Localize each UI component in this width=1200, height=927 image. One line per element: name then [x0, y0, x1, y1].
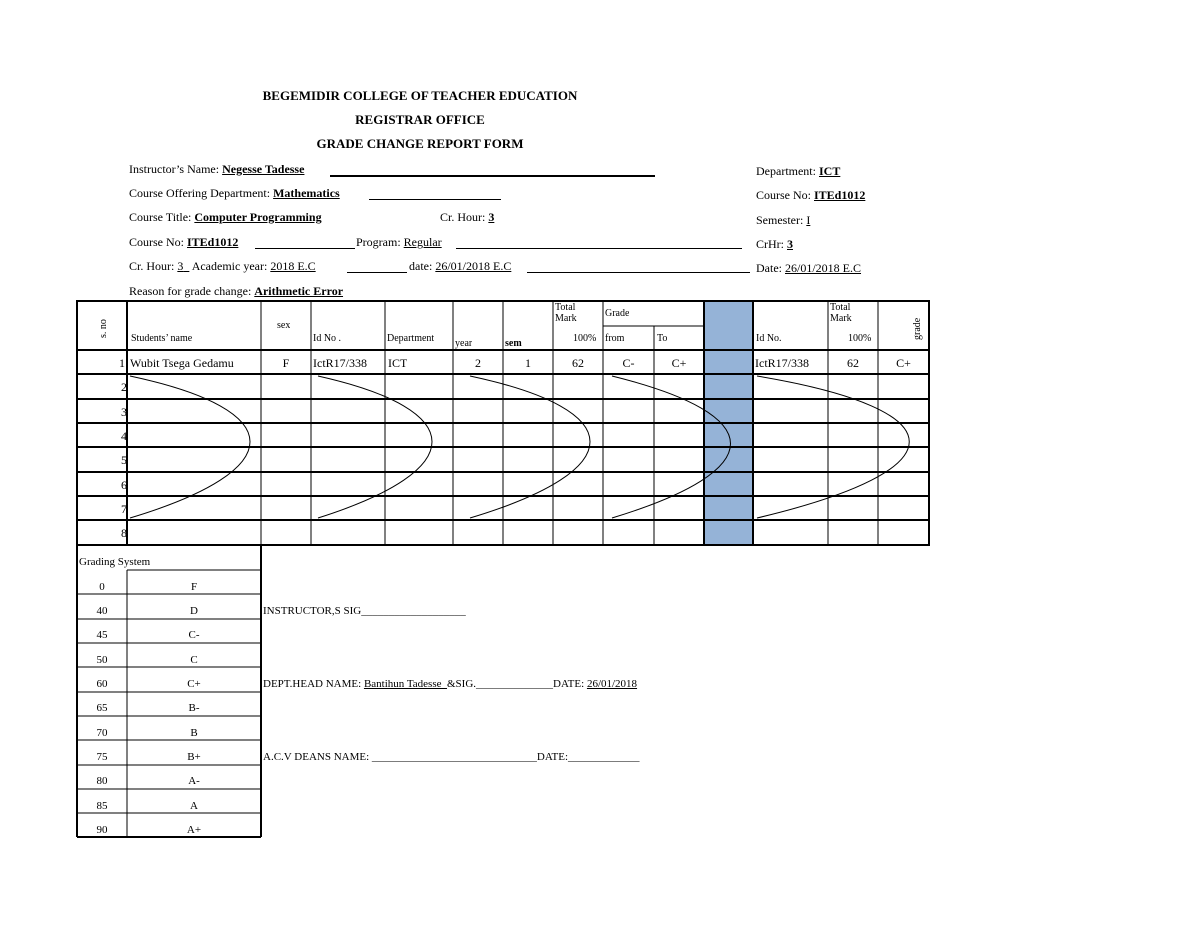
form-title: GRADE CHANGE REPORT FORM	[316, 136, 524, 151]
gs-grade: D	[190, 605, 198, 617]
gs-score: 70	[96, 727, 108, 739]
header-r-pct: 100%	[848, 333, 872, 344]
header-name: Students’ name	[131, 333, 193, 344]
dept-head-sig: &SIG.______________DATE:	[446, 678, 585, 690]
gs-score: 80	[96, 775, 108, 787]
date-label: date:	[409, 259, 433, 273]
gs-score: 65	[96, 702, 108, 714]
header-sem: sem	[505, 338, 522, 349]
cr-hour2-label: Cr. Hour:	[129, 259, 175, 273]
right-semester-value: I	[806, 213, 811, 227]
header-pct: 100%	[573, 333, 597, 344]
offering-dept-value: Mathematics	[273, 186, 340, 200]
row1-r-grade: C+	[896, 356, 911, 370]
gs-score: 50	[96, 654, 108, 666]
right-date-label: Date:	[756, 261, 782, 275]
instructor-signature-line: INSTRUCTOR,S SIG___________________	[263, 605, 466, 617]
right-course-no-label: Course No:	[756, 188, 811, 202]
gs-grade: B-	[188, 702, 200, 714]
row1-from: C-	[622, 356, 635, 370]
program-value: Regular	[403, 235, 442, 249]
header-idno: Id No .	[313, 333, 342, 344]
header-r-idno: Id No.	[756, 333, 782, 344]
dept-head-date: 26/01/2018	[586, 678, 638, 690]
academic-year-value: 2018 E.C	[270, 259, 316, 273]
row-number: 3	[121, 405, 127, 419]
instructor-value: Negesse Tadesse	[222, 162, 305, 176]
right-semester-label: Semester:	[756, 213, 804, 227]
row1-sno: 1	[119, 356, 125, 370]
gs-score: 90	[96, 824, 108, 836]
row1-idno: IctR17/338	[313, 356, 367, 370]
gs-score: 0	[99, 581, 105, 593]
row1-r-mark: 62	[847, 356, 859, 370]
row-number: 2	[121, 380, 127, 394]
gs-grade: F	[190, 581, 198, 593]
right-department-label: Department:	[756, 164, 816, 178]
row-number: 5	[121, 453, 127, 467]
row1-sex: F	[282, 356, 290, 370]
acv-dean-signature-line: A.C.V DEANS NAME: ______________________________DATE:_____________	[263, 751, 640, 763]
dept-head-label: DEPT.HEAD NAME:	[263, 678, 362, 690]
college-title: BEGEMIDIR COLLEGE OF TEACHER EDUCATION	[262, 88, 578, 103]
office-title: REGISTRAR OFFICE	[355, 112, 485, 127]
gs-grade: C	[190, 654, 198, 666]
header-sex: sex	[277, 320, 291, 331]
header-grade: Grade	[605, 308, 630, 319]
instructor-label: Instructor’s Name:	[129, 162, 220, 176]
dept-head-signature-line: DEPT.HEAD NAME: Bantihun Tadesse_&SIG.______________DATE: 26/01/2018	[263, 678, 638, 690]
gs-grade: C+	[187, 678, 201, 690]
program-label: Program:	[356, 235, 401, 249]
gs-grade: A-	[188, 775, 200, 787]
gs-score: 40	[96, 605, 108, 617]
row-number: 7	[121, 502, 127, 516]
header-sno: s. no	[98, 319, 109, 338]
gs-grade: A+	[186, 824, 202, 836]
course-title-label: Course Title:	[129, 210, 192, 224]
row1-department: ICT	[388, 356, 408, 370]
right-date-value: 26/01/2018 E.C	[785, 261, 862, 275]
header-from: from	[605, 333, 625, 344]
reason-label: Reason for grade change:	[129, 284, 252, 298]
header-to: To	[657, 333, 668, 344]
header-year: year	[455, 338, 473, 349]
right-crhr-label: CrHr:	[756, 237, 784, 251]
row-number: 8	[121, 526, 127, 540]
header-total-mark: Total Mark	[555, 302, 577, 324]
gs-grade: A	[190, 800, 198, 812]
course-no-value: ITEd1012	[187, 235, 239, 249]
cr-hour-value: 3	[488, 210, 495, 224]
right-crhr-value: 3	[787, 237, 793, 251]
offering-dept-label: Course Offering Department:	[129, 186, 271, 200]
row1-to: C+	[671, 356, 687, 370]
gs-score: 85	[96, 800, 108, 812]
course-no-label: Course No:	[129, 235, 184, 249]
right-course-no-value: ITEd1012	[814, 188, 866, 202]
right-department-value: ICT	[818, 164, 841, 178]
gs-score: 45	[96, 629, 108, 641]
header-department: Department	[387, 333, 435, 344]
cr-hour-label: Cr. Hour:	[440, 210, 486, 224]
header-r-grade: grade	[912, 317, 923, 340]
academic-year-label: Academic year:	[191, 259, 268, 273]
row1-r-idno: IctR17/338	[755, 356, 809, 370]
gs-score: 75	[96, 751, 108, 763]
date-value: 26/01/2018 E.C	[435, 259, 512, 273]
cr-hour2-value: 3	[177, 259, 184, 273]
course-title-value: Computer Programming	[194, 210, 322, 224]
gs-grade: B+	[187, 751, 201, 763]
gs-grade: C-	[188, 629, 200, 641]
header-r-total-mark: Total Mark	[830, 302, 852, 324]
gs-grade: B	[190, 727, 198, 739]
row1-name: Wubit Tsega Gedamu	[130, 356, 234, 370]
row-number: 4	[121, 429, 127, 443]
reason-value: Arithmetic Error	[254, 284, 344, 298]
row1-year: 2	[475, 356, 481, 370]
gs-score: 60	[96, 678, 108, 690]
grading-system-title: Grading System	[79, 556, 151, 568]
row-number: 6	[121, 478, 127, 492]
row1-mark: 62	[572, 356, 584, 370]
dept-head-name: Bantihun Tadesse	[363, 678, 442, 690]
row1-sem: 1	[525, 356, 531, 370]
